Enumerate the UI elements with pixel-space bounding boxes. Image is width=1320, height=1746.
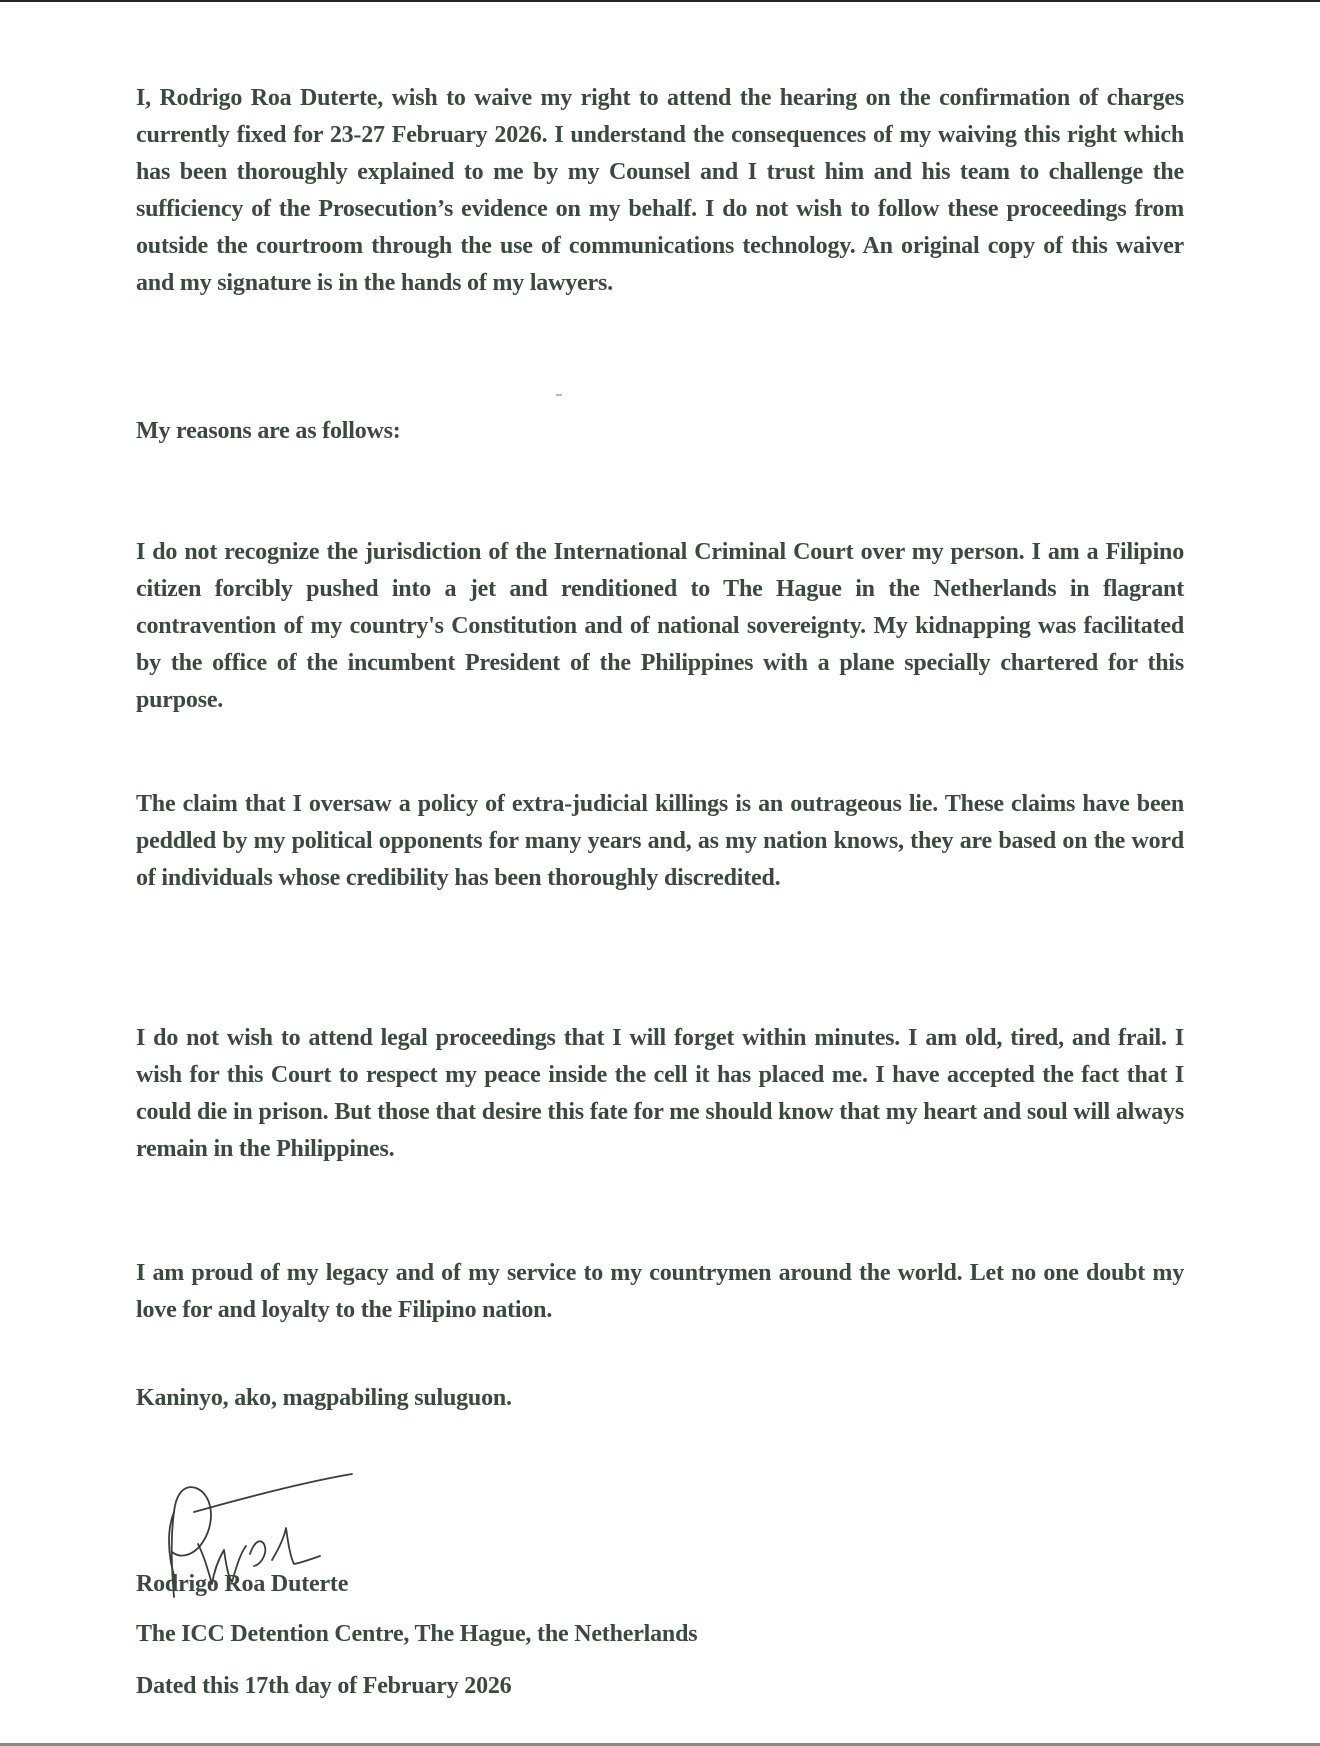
closing-line: Kaninyo, ako, magpabiling suluguon.	[136, 1385, 512, 1411]
document-date: Dated this 17th day of February 2026	[136, 1673, 512, 1699]
reason-paragraph-jurisdiction: I do not recognize the jurisdiction of the International Criminal Court over my person. I am a Filipino citizen forcibly pushed into a jet and renditioned to The Hague in the Netherlands in flagrant contravention of my country's Constitution and of national sovereignty. My kidnapping was facilitated by the office of the incumbent President of the Philippines with a plane specially chartered for this purpose.	[136, 539, 1184, 713]
signatory-name: Rodrigo Roa Duterte	[136, 1571, 349, 1597]
scan-artifact	[556, 394, 562, 396]
reason-paragraph-legacy: I am proud of my legacy and of my service to my countrymen around the world. Let no one doubt my love for and loyalty to the Filipino nation.	[136, 1260, 1184, 1323]
reason-paragraph-health: I do not wish to attend legal proceedings that I will forget within minutes. I am old, tired, and frail. I wish for this Court to respect my peace inside the cell it has placed me. I have accepted the fact that I could die in prison. But those that desire this fate for me should know that my heart and soul will always remain in the Philippines.	[136, 1025, 1184, 1162]
intro-paragraph: I, Rodrigo Roa Duterte, wish to waive my right to attend the hearing on the confirmation of charges currently fixed for 23-27 February 2026. I understand the consequences of my waiving this right which has been thoroughly explained to me by my Counsel and I trust him and his team to challenge the sufficiency of the Prosecution’s evidence on my behalf. I do not wish to follow these proceedings from outside the courtroom through the use of communications technology. An original copy of this waiver and my signature is in the hands of my lawyers.	[136, 85, 1184, 296]
reasons-heading: My reasons are as follows:	[136, 418, 401, 444]
signature-block	[136, 1470, 836, 1700]
signatory-location: The ICC Detention Centre, The Hague, the Netherlands	[136, 1621, 698, 1647]
reason-paragraph-ejk-claim: The claim that I oversaw a policy of extra-judicial killings is an outrageous lie. These claims have been peddled by my political opponents for many years and, as my nation knows, they are based on the word of individuals whose credibility has been thoroughly discredited.	[136, 791, 1184, 891]
